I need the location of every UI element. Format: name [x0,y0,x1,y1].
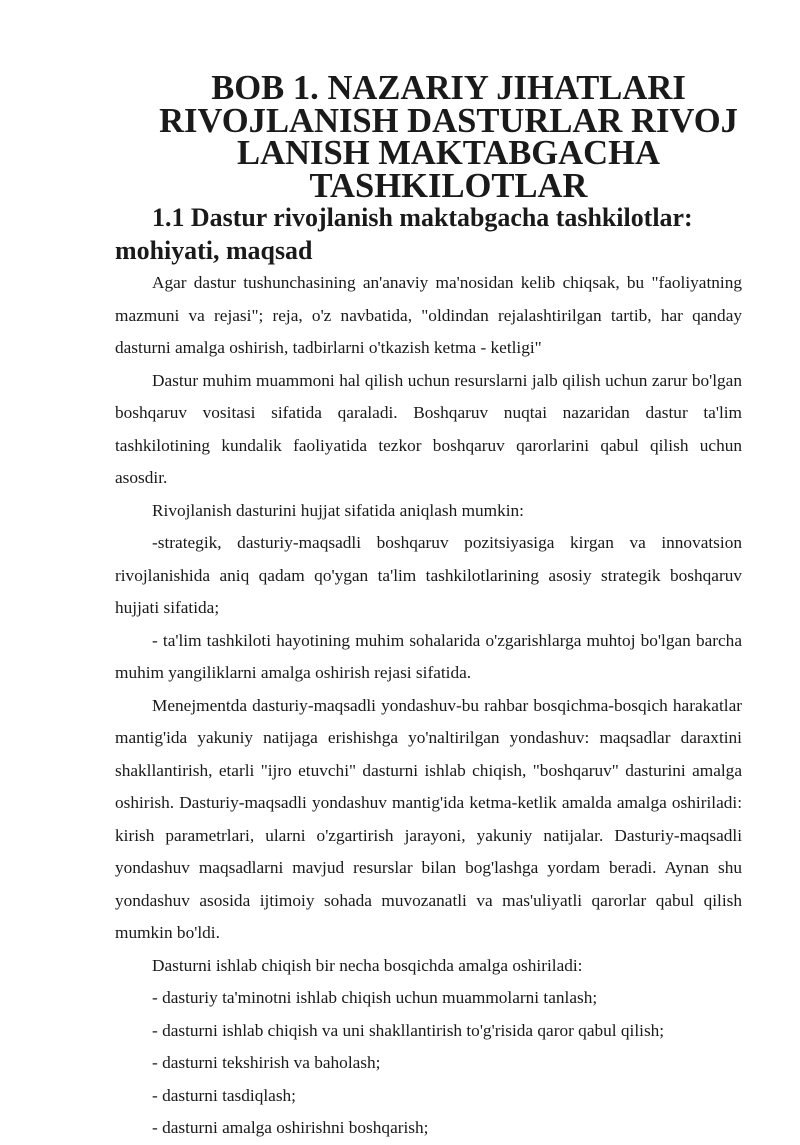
paragraph-plan: - ta'lim tashkiloti hayotining muhim sohalarida o'zgarishlarga muhtoj bo'lgan barcha muhim yangiliklarni amalga oshirish rejasi sifatida. [115,630,742,682]
section-heading: 1.1 Dastur rivojlanish maktabgacha tashkilotlar: mohiyati, maqsad [115,203,693,265]
chapter-title-line-1: BOB 1. NAZARIY JIHATLARI RIVOJLANISH DASTURLAR RIVOJ [159,69,738,140]
chapter-title [115,69,742,205]
paragraph-definition: Agar dastur tushunchasining an'anaviy ma'nosidan kelib chiqsak, bu "faoliyatning mazmuni va rejasi"; reja, o'z navbatida, "oldindan rejalashtirilgan tartib, har qanday dasturni amalga oshirish, tadbirlarni o'tkazish ketma - ketligi" [115,273,742,357]
list-item: - dasturni tasdiqlash; [152,1085,296,1105]
paragraph-strategic: -strategik, dasturiy-maqsadli boshqaruv pozitsiyasiga kirgan va innovatsion rivojlanishida aniq qadam qo'ygan ta'lim tashkilotlarining asosiy strategik boshqaruv hujjati sifatida; [115,533,742,617]
list-item: - dasturiy ta'minotni ishlab chiqish uchun muammolarni tanlash; [152,988,598,1007]
paragraph-management-tool: Dastur muhim muammoni hal qilish uchun resurslarni jalb qilish uchun zarur bo'lgan boshqaruv vositasi sifatida qaraladi. Boshqaruv nuqtai nazaridan dastur ta'lim tashkilotining kundalik faoliyatida tezkor boshqaruv qarorlarini qabul qilish uchun asosdir. [115,370,742,487]
paragraph-program-approach: Menejmentda dasturiy-maqsadli yondashuv-bu rahbar bosqichma-bosqich harakatlar mantig'ida yakuniy natijaga erishishga yo'naltirilgan yondashuv: maqsadlar daraxtini shakllantirish, etarli "ijro etuvchi" dasturni ishlab chiqish, "boshqaruv" dasturini amalga oshirish. Dasturiy-maqsadli yondashuv mantig'ida ketma-ketlik amalda amalga oshiriladi: kirish parametrlari, ularni o'zgartirish jarayoni, yakuniy natijalar. Dasturiy-maqsadli yondashuv maqsadlarni mavjud resurslar bilan bog'lashga yordam beradi. Aynan shu yondashuv asosida ijtimoiy sohada muvozanatli va mas'uliyatli qarorlar qabul qilish mumkin bo'ldi. [115,695,742,942]
chapter-title-line-2: LANISH MAKTABGACHA TASHKILOTLAR [237,134,660,205]
paragraph-stages-intro: Dasturni ishlab chiqish bir necha bosqichda amalga oshiriladi: [152,955,583,975]
paragraph-document-intro: Rivojlanish dasturini hujjat sifatida aniqlash mumkin: [152,500,524,520]
list-item: - dasturni amalga oshirishni boshqarish; [152,1118,429,1137]
list-item: - dasturni ishlab chiqish va uni shakllantirish to'g'risida qaror qabul qilish; [152,1020,665,1040]
document-page [115,69,742,1145]
list-item: - dasturni tekshirish va baholash; [152,1053,381,1072]
